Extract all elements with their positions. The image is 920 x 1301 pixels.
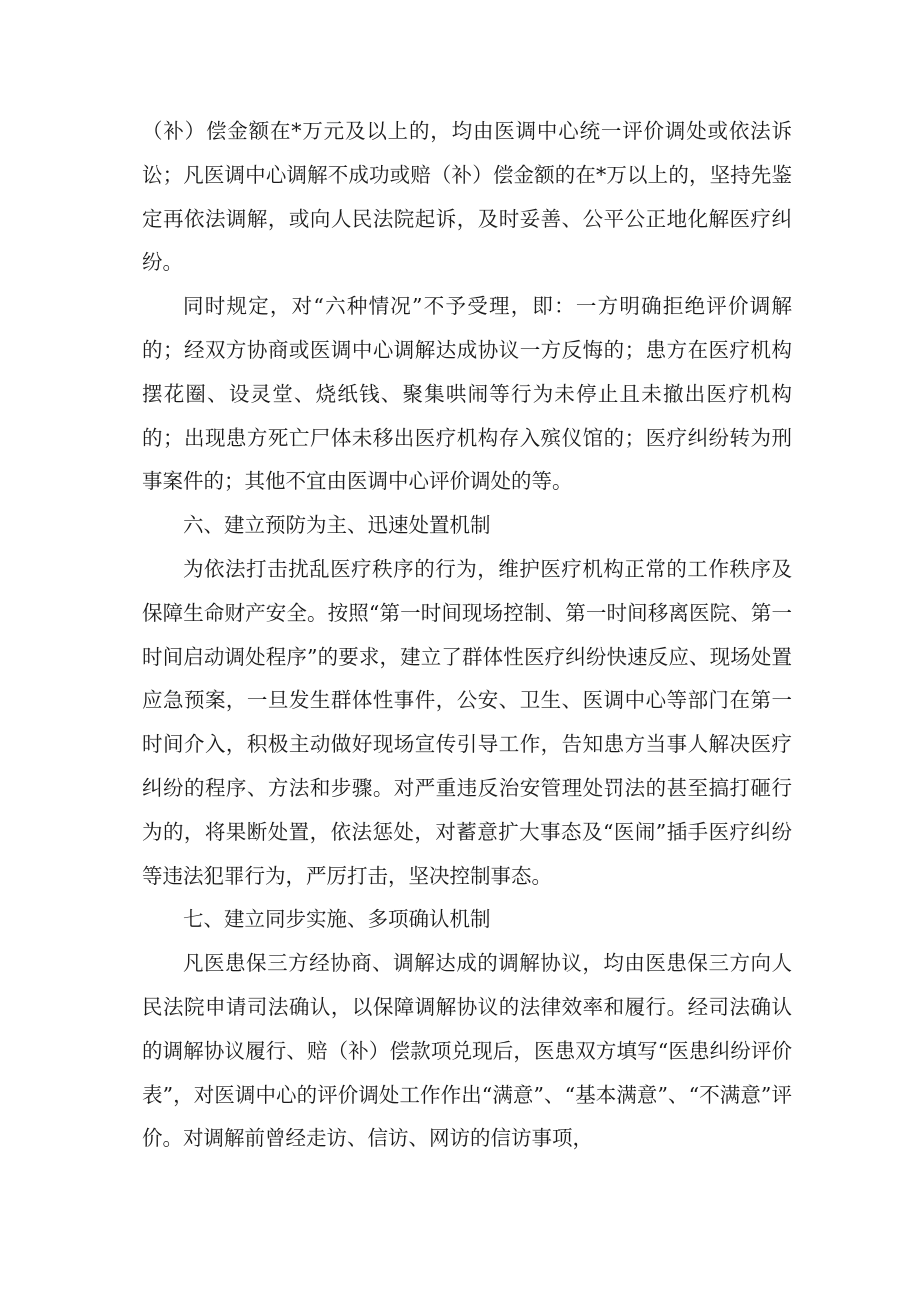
section-heading-seven: 七、建立同步实施、多项确认机制 <box>183 907 491 932</box>
paragraph-confirmation-mechanism: 凡医患保三方经协商、调解达成的调解协议，均由医患保三方向人民法院申请司法确认，以保障调解协议的法律效率和履行。经司法确认的调解协议履行、赔（补）偿款项兑现后，医患双方填写“医患纠纷评价表”，对医调中心的评价调处工作作出“满意”、“基本满意”、“不满意”评价。对调解前曾经走访、信访、网访的信访事项， <box>142 951 792 1151</box>
paragraph-prevention-mechanism: 为依法打击扰乱医疗秩序的行为，维护医疗机构正常的工作秩序及保障生命财产安全。按照“第一时间现场控制、第一时间移离医院、第一时间启动调处程序”的要求，建立了群体性医疗纠纷快速反应、现场处置应急预案，一旦发生群体性事件，公安、卫生、医调中心等部门在第一时间介入，积极主动做好现场宣传引导工作，告知患方当事人解决医疗纠纷的程序、方法和步骤。对严重违反治安管理处罚法的甚至搞打砸行为的，将果断处置，依法惩处，对蓄意扩大事态及“医闹”插手医疗纠纷等违法犯罪行为，严厉打击，坚决控制事态。 <box>142 556 792 888</box>
section-heading-six: 六、建立预防为主、迅速处置机制 <box>183 513 491 538</box>
document-page <box>142 110 792 1161</box>
paragraph-six-situations: 同时规定，对“六种情况”不予受理，即：一方明确拒绝评价调解的；经双方协商或医调中心调解达成协议一方反悔的；患方在医疗机构摆花圈、设灵堂、烧纸钱、聚集哄闹等行为未停止且未撤出医疗机构的；出现患方死亡尸体未移出医疗机构存入殡仪馆的；医疗纠纷转为刑事案件的；其他不宜由医调中心评价调处的等。 <box>142 294 792 494</box>
paragraph-continuation: （补）偿金额在*万元及以上的，均由医调中心统一评价调处或依法诉讼；凡医调中心调解不成功或赔（补）偿金额的在*万以上的，坚持先鉴定再依法调解，或向人民法院起诉，及时妥善、公平公正地化解医疗纠纷。 <box>142 119 792 275</box>
